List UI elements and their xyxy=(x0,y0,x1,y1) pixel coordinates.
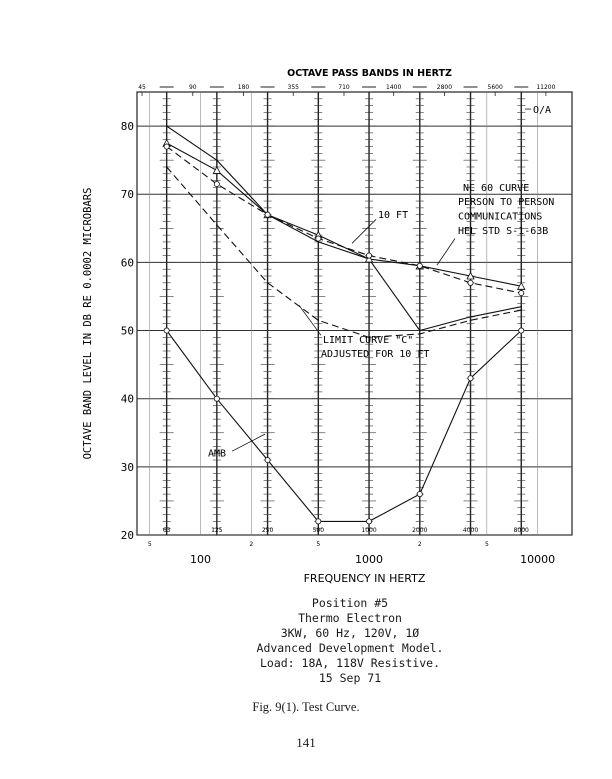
data-point xyxy=(417,263,422,268)
band-center-label: 1000 xyxy=(361,527,377,534)
top-band-label: 710 xyxy=(338,84,350,91)
band-center-label: 250 xyxy=(261,527,274,534)
data-point xyxy=(164,328,169,333)
band-center-label: 4000 xyxy=(462,527,479,534)
annotation-person: PERSON TO PERSON xyxy=(458,197,555,209)
band-center-label: 2000 xyxy=(412,527,428,534)
band-center-label: 500 xyxy=(312,527,325,534)
annotation-10ft: 10 FT xyxy=(378,210,409,222)
top-band-label: 90 xyxy=(188,84,197,91)
x-tick-label: 100 xyxy=(190,553,212,566)
caption-line-model: Advanced Development Model. xyxy=(256,641,444,655)
page-number: 141 xyxy=(296,735,316,750)
top-band-label: 5600 xyxy=(487,84,503,91)
top-band-label: 45 xyxy=(138,84,146,91)
y-tick-label: 50 xyxy=(120,324,134,338)
data-point xyxy=(316,236,321,241)
band-center-label: 63 xyxy=(162,527,171,534)
top-title: OCTAVE PASS BANDS IN HERTZ xyxy=(287,68,452,79)
data-point xyxy=(519,328,524,333)
data-point xyxy=(318,320,320,322)
y-tick-label: 30 xyxy=(120,460,134,474)
caption-line-position: Position #5 xyxy=(311,596,389,610)
caption-line-date: 15 Sep 71 xyxy=(318,671,382,685)
caption-line-rating: 3KW, 60 Hz, 120V, 1Ø xyxy=(280,626,420,640)
annotation-limit-curve: LIMIT CURVE "C" xyxy=(323,334,414,346)
data-point xyxy=(216,224,218,226)
y-tick-label: 20 xyxy=(120,529,134,542)
y-tick-label: 70 xyxy=(120,188,134,202)
data-point xyxy=(366,253,371,258)
annotation-comm: COMMUNICATIONS xyxy=(458,211,543,223)
data-point xyxy=(519,290,524,295)
data-point xyxy=(468,376,473,381)
band-center-label: 125 xyxy=(211,527,223,534)
y-tick-label: 40 xyxy=(120,392,134,406)
y-tick-label: 80 xyxy=(120,120,134,134)
x-minor-tick-label: 2 xyxy=(417,541,422,548)
figure-label: Fig. 9(1). Test Curve. xyxy=(252,700,360,714)
data-point xyxy=(366,519,371,524)
data-point xyxy=(520,306,522,308)
annotation-oa: O/A xyxy=(533,105,552,117)
y-axis-label: OCTAVE BAND LEVEL IN DB RE 0.0002 MICROBARS xyxy=(82,187,94,460)
data-point xyxy=(265,457,270,462)
data-point xyxy=(520,309,522,311)
x-minor-tick-label: 5 xyxy=(147,541,152,548)
data-point xyxy=(316,519,321,524)
top-band-label: 1400 xyxy=(386,84,402,91)
x-minor-tick-label: 2 xyxy=(249,541,254,548)
data-point xyxy=(470,320,472,322)
x-tick-label: 1000 xyxy=(355,553,384,566)
y-tick-label: 60 xyxy=(120,256,134,270)
annotation-hel-std: HEL STD S-1-63B xyxy=(458,225,549,237)
data-point xyxy=(265,212,270,217)
data-point xyxy=(419,330,421,332)
data-point xyxy=(417,492,422,497)
caption-block xyxy=(200,596,500,686)
top-band-label: 180 xyxy=(237,84,250,91)
caption-line-load: Load: 18A, 118V Resistive. xyxy=(259,656,440,670)
top-band-label: 11200 xyxy=(536,84,556,91)
x-minor-tick-label: 5 xyxy=(484,541,489,548)
data-point xyxy=(166,166,168,168)
data-point xyxy=(214,181,219,186)
data-point xyxy=(213,167,220,174)
annotation-limit-adjusted: ADJUSTED FOR 10 FT xyxy=(321,349,430,361)
top-band-label: 2800 xyxy=(436,84,453,91)
data-point xyxy=(216,159,218,161)
annotation-nc60-arrow xyxy=(437,239,455,266)
data-point xyxy=(419,333,421,335)
band-center-label: 8000 xyxy=(513,527,529,534)
x-tick-label: 10000 xyxy=(520,553,556,566)
data-point xyxy=(267,282,269,284)
data-point xyxy=(164,144,169,149)
data-point xyxy=(166,125,168,127)
x-axis-label: FREQUENCY IN HERTZ xyxy=(303,572,426,585)
data-point xyxy=(468,280,473,285)
annotation-10ft-arrow xyxy=(352,219,376,243)
x-minor-tick-label: 5 xyxy=(316,541,321,548)
data-point xyxy=(214,396,219,401)
top-band-label: 355 xyxy=(287,84,299,91)
data-point xyxy=(470,316,472,318)
caption-line-maker: Thermo Electron xyxy=(298,611,402,625)
annotation-nc60: NC 60 CURVE xyxy=(463,182,530,194)
annotation-amb: AMB xyxy=(208,448,227,460)
